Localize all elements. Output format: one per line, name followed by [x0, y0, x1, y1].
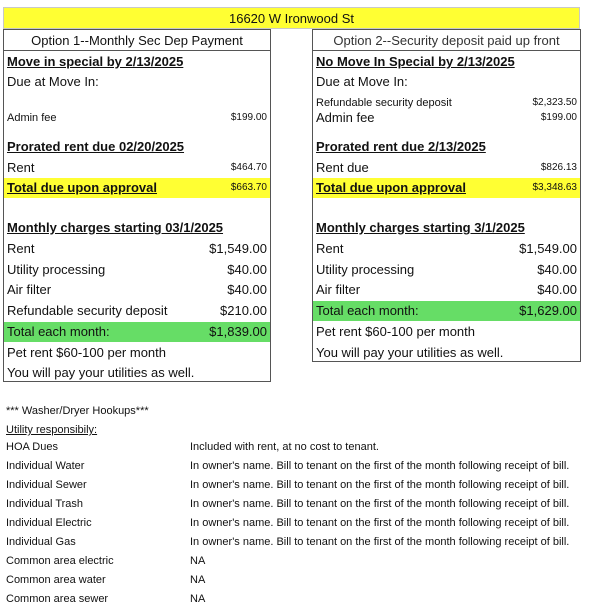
option2-prorated-heading-row: [313, 137, 580, 157]
option1-prorated-heading-row: [4, 137, 270, 157]
utility-row: [6, 460, 606, 479]
option1-movein-heading: Move in special by 2/13/2025: [7, 54, 184, 69]
utility-item: Individual Trash: [6, 498, 84, 510]
option2-monthly-label: Utility processing: [316, 262, 415, 277]
option2-header: Option 2--Security deposit paid up front: [313, 30, 580, 51]
utility-responsibility: In owner's name. Bill to tenant on the first of the month following receipt of bill.: [190, 536, 570, 548]
option1-monthly-row: [4, 239, 270, 259]
utility-responsibility: In owner's name. Bill to tenant on the first of the month following receipt of bill.: [190, 517, 570, 529]
option1-total-month-row: [4, 322, 270, 342]
option1-admin-fee-label: Admin fee: [7, 112, 57, 124]
option1-pet-rent: Pet rent $60-100 per month: [7, 345, 166, 360]
option1-admin-fee-row: [4, 108, 270, 128]
utility-item: Individual Electric: [6, 517, 92, 529]
option2-total-month-label: Total each month:: [316, 303, 419, 318]
utility-responsibility: In owner's name. Bill to tenant on the first of the month following receipt of bill.: [190, 479, 570, 491]
option1-total-due-label: Total due upon approval: [7, 180, 157, 195]
option1-monthly-row: [4, 301, 270, 321]
option1-rent-amount: $464.70: [230, 162, 267, 173]
option2-panel: [312, 29, 581, 362]
option1-monthly-amount: $210.00: [220, 303, 267, 318]
option2-total-month-amount: $1,629.00: [519, 303, 577, 318]
option2-deposit-amount: $2,323.50: [532, 97, 577, 108]
option2-pet-rent-row: [313, 322, 580, 342]
option1-utilities-note-row: [4, 363, 270, 383]
option1-due-at-move-in-row: [4, 72, 270, 92]
utility-row: [6, 498, 606, 517]
option1-monthly-label: Rent: [7, 241, 35, 256]
utility-responsibility: In owner's name. Bill to tenant on the first of the month following receipt of bill.: [190, 460, 570, 472]
option1-total-month-amount: $1,839.00: [209, 324, 267, 339]
option1-rent-label: Rent: [7, 160, 35, 175]
option1-due-at-move-in: Due at Move In:: [7, 74, 99, 89]
utility-item: Individual Water: [6, 460, 85, 472]
option2-utilities-note-row: [313, 343, 580, 363]
option2-rent-label: Rent due: [316, 160, 369, 175]
option2-rent-row: [313, 158, 580, 178]
option2-monthly-amount: $40.00: [537, 282, 577, 297]
option1-monthly-row: [4, 280, 270, 300]
utility-row: [6, 479, 606, 498]
option2-monthly-amount: $40.00: [537, 262, 577, 277]
utility-row: [6, 574, 606, 593]
utility-item: HOA Dues: [6, 441, 58, 453]
option2-movein-heading: No Move In Special by 2/13/2025: [316, 54, 515, 69]
option1-admin-fee-amount: $199.00: [230, 112, 267, 123]
option2-total-due-row: [313, 178, 580, 198]
option1-movein-heading-row: [4, 52, 270, 72]
option2-monthly-label: Air filter: [316, 282, 361, 297]
option1-total-month-label: Total each month:: [7, 324, 110, 339]
property-address-title: 16620 W Ironwood St: [3, 7, 580, 29]
option2-total-month-row: [313, 301, 580, 321]
option1-monthly-label: Utility processing: [7, 262, 106, 277]
option2-deposit-label: Refundable security deposit: [316, 97, 452, 109]
utility-item: Common area sewer: [6, 593, 109, 605]
option2-monthly-label: Rent: [316, 241, 344, 256]
option2-total-due-label: Total due upon approval: [316, 180, 466, 195]
option2-monthly-amount: $1,549.00: [519, 241, 577, 256]
utility-responsibility: NA: [190, 555, 206, 567]
option2-admin-fee-row: [313, 108, 580, 128]
option2-pet-rent: Pet rent $60-100 per month: [316, 324, 475, 339]
washer-dryer-note: *** Washer/Dryer Hookups***: [6, 405, 149, 417]
option2-utilities-note: You will pay your utilities as well.: [316, 345, 504, 360]
option1-pet-rent-row: [4, 343, 270, 363]
option1-prorated-heading: Prorated rent due 02/20/2025: [7, 139, 185, 154]
utility-item: Common area water: [6, 574, 106, 586]
utility-row: [6, 593, 606, 611]
utility-item: Individual Sewer: [6, 479, 87, 491]
option2-monthly-heading-row: [313, 218, 580, 238]
utility-responsibility: NA: [190, 574, 206, 586]
utility-responsibility-heading: Utility responsibily:: [6, 424, 98, 436]
option1-panel: [3, 29, 271, 382]
option2-admin-fee-label: Admin fee: [316, 110, 375, 125]
option1-monthly-amount: $40.00: [227, 282, 267, 297]
option2-monthly-row: [313, 260, 580, 280]
option1-monthly-amount: $40.00: [227, 262, 267, 277]
option2-prorated-heading: Prorated rent due 2/13/2025: [316, 139, 486, 154]
option1-monthly-row: [4, 260, 270, 280]
option1-monthly-label: Refundable security deposit: [7, 303, 168, 318]
utility-row: [6, 536, 606, 555]
option1-monthly-amount: $1,549.00: [209, 241, 267, 256]
utility-row: [6, 441, 606, 460]
option1-total-due-amount: $663.70: [230, 182, 267, 193]
option2-due-at-move-in: Due at Move In:: [316, 74, 408, 89]
option2-admin-fee-amount: $199.00: [540, 112, 577, 123]
option1-monthly-heading-row: [4, 218, 270, 238]
utility-row: [6, 517, 606, 536]
utility-responsibility: Included with rent, at no cost to tenant.: [190, 441, 379, 453]
option1-utilities-note: You will pay your utilities as well.: [7, 365, 195, 380]
option1-monthly-label: Air filter: [7, 282, 52, 297]
option2-movein-heading-row: [313, 52, 580, 72]
option2-due-at-move-in-row: [313, 72, 580, 92]
option2-total-due-amount: $3,348.63: [532, 182, 577, 193]
utility-item: Common area electric: [6, 555, 114, 567]
option2-monthly-row: [313, 280, 580, 300]
option2-monthly-heading: Monthly charges starting 3/1/2025: [316, 220, 525, 235]
option1-total-due-row: [4, 178, 270, 198]
option1-header: Option 1--Monthly Sec Dep Payment: [4, 30, 270, 51]
utility-responsibility: In owner's name. Bill to tenant on the first of the month following receipt of bill.: [190, 498, 570, 510]
utility-item: Individual Gas: [6, 536, 76, 548]
utility-responsibility: NA: [190, 593, 206, 605]
option1-monthly-heading: Monthly charges starting 03/1/2025: [7, 220, 224, 235]
option2-monthly-row: [313, 239, 580, 259]
option2-rent-amount: $826.13: [540, 162, 577, 173]
option1-rent-row: [4, 158, 270, 178]
utility-row: [6, 555, 606, 574]
